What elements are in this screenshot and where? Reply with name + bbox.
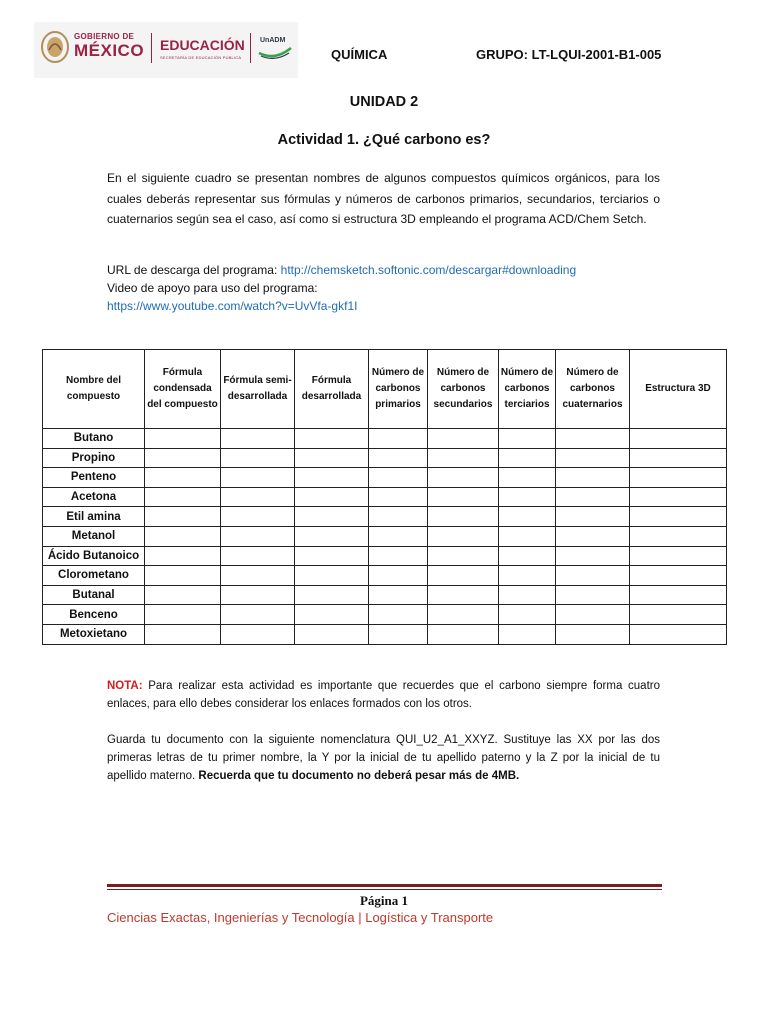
header-nombre: Nombre del compuesto xyxy=(43,350,145,429)
nota-paragraph xyxy=(107,677,660,713)
table-row xyxy=(43,624,727,644)
mexico-seal-icon xyxy=(40,30,70,64)
compound-name: Propino xyxy=(43,448,145,468)
educacion-label: EDUCACIÓN xyxy=(160,37,245,53)
header-estructura: Estructura 3D xyxy=(630,350,727,429)
compound-name: Etil amina xyxy=(43,507,145,527)
download-link[interactable]: http://chemsketch.softonic.com/descargar#downloading xyxy=(280,263,577,277)
nota-label: NOTA: xyxy=(107,680,143,692)
table-row xyxy=(43,585,727,605)
sep-label: SECRETARÍA DE EDUCACIÓN PÚBLICA xyxy=(160,55,242,60)
nota-text: Para realizar esta actividad es importante que recuerdes que el carbono siempre forma cuatro enlaces, para ello debes considerar los enlaces formados con los otros. xyxy=(107,680,660,710)
download-line xyxy=(107,263,576,277)
subject-label: QUÍMICA xyxy=(331,47,388,62)
header-terciarios: Número de carbonos terciarios xyxy=(499,350,556,429)
unadm-swoosh-icon xyxy=(257,45,293,59)
intro-paragraph: En el siguiente cuadro se presentan nombres de algunos compuestos químicos orgánicos, para los cuales deberás representar sus fórmulas y números de carbonos primarios, secundarios, terciarios o cuaternarios según sea el caso, así como si estructura 3D empleando el programa ACD/Chem Setch. xyxy=(107,171,660,226)
compound-name: Butanal xyxy=(43,585,145,605)
video-link[interactable]: https://www.youtube.com/watch?v=UvVfa-gkf1I xyxy=(107,299,358,313)
header-cuaternarios: Número de carbonos cuaternarios xyxy=(556,350,630,429)
guarda-paragraph xyxy=(107,731,660,785)
header-primarios: Número de carbonos primarios xyxy=(369,350,428,429)
activity-title: Actividad 1. ¿Qué carbono es? xyxy=(277,132,491,148)
compound-name: Acetona xyxy=(43,487,145,507)
compound-name: Clorometano xyxy=(43,566,145,586)
header-secundarios: Número de carbonos secundarios xyxy=(428,350,499,429)
compound-name: Metoxietano xyxy=(43,624,145,644)
compound-name: Penteno xyxy=(43,468,145,488)
compound-name: Butano xyxy=(43,429,145,449)
guarda-text: Guarda tu documento con la siguiente nomenclatura QUI_U2_A1_XXYZ. Sustituye las XX por las dos primeras letras de tu primer nombre, la Y por la inicial de tu apellido paterno y la Z por la inicial de tu apellido materno. xyxy=(107,734,660,782)
unit-heading: UNIDAD 2 xyxy=(349,94,419,110)
table-row xyxy=(43,546,727,566)
table-row xyxy=(43,566,727,586)
header-formula-desarrollada: Fórmula desarrollada xyxy=(295,350,369,429)
compounds-table xyxy=(42,349,727,645)
guarda-warning: Recuerda que tu documento no deberá pesar más de 4MB. xyxy=(198,770,520,782)
header-formula-condensada: Fórmula condensada del compuesto xyxy=(145,350,221,429)
table-row xyxy=(43,605,727,625)
logo-divider xyxy=(151,33,152,63)
table-row xyxy=(43,487,727,507)
table-row xyxy=(43,468,727,488)
footer-rule xyxy=(107,884,662,887)
mexico-label: MÉXICO xyxy=(74,41,145,60)
table-row xyxy=(43,429,727,449)
group-label: GRUPO: LT-LQUI-2001-B1-005 xyxy=(476,47,662,62)
video-label: Video de apoyo para uso del programa: xyxy=(107,281,318,295)
compound-name: Metanol xyxy=(43,526,145,546)
logo-divider xyxy=(250,33,251,63)
footer-text: Ciencias Exactas, Ingenierías y Tecnología | Logística y Transporte xyxy=(107,910,494,925)
download-label: URL de descarga del programa: xyxy=(107,263,281,277)
table-row xyxy=(43,448,727,468)
header-formula-semi: Fórmula semi-desarrollada xyxy=(221,350,295,429)
compound-name: Benceno xyxy=(43,605,145,625)
footer-rule xyxy=(107,889,662,890)
page-number: Página 1 xyxy=(359,893,409,908)
unadm-label: UnADM xyxy=(260,37,286,44)
compound-name: Ácido Butanoico xyxy=(43,546,145,566)
gobierno-label: GOBIERNO DE xyxy=(74,32,135,41)
table-row xyxy=(43,526,727,546)
table-row xyxy=(43,507,727,527)
